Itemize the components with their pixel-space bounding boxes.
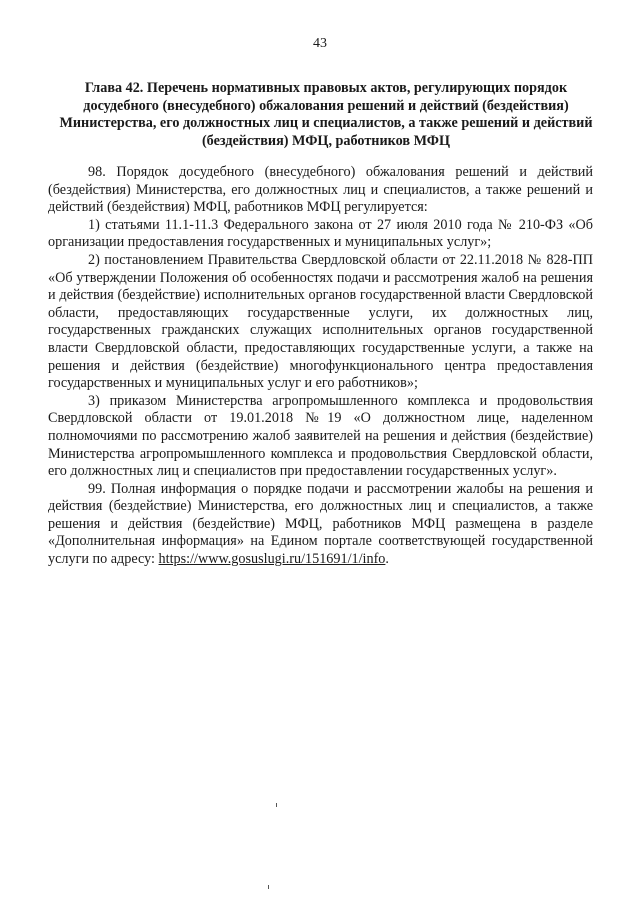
list-item-1: 1) статьями 11.1-11.3 Федерального закона от 27 июля 2010 года № 210-ФЗ «Об организации предоставления государственных и муниципальных услуг»; (48, 216, 593, 251)
paragraph-98: 98. Порядок досудебного (внесудебного) обжалования решений и действий (бездействия) Министерства, его должностных лиц и специалистов, а также решений и действий (бездействия) МФЦ, работников МФЦ регулируется: (48, 164, 593, 216)
page-number: 43 (313, 36, 327, 51)
list-item-2: 2) постановлением Правительства Свердловской области от 22.11.2018 № 828-ПП «Об утверждении Положения об особенностях подачи и рассмотрения жалоб на решения и действия (бездействие) исполнительных органов государственной власти Свердловской области, предоставляющих государственные услуги, их должностных лиц, государственных гражданских служащих исполнительных органов государственной власти Свердловской области, предоставляющих государственные услуги, а также на решения и действия (бездействие) многофункционального центра предоставления государственных и муниципальных услуг и его работников»; (48, 251, 593, 392)
gosuslugi-link[interactable]: https://www.gosuslugi.ru/151691/1/info (158, 551, 386, 568)
chapter-title: Глава 42. Перечень нормативных правовых актов, регулирующих порядок досудебного (внесудебного) обжалования решений и действий (бездействия) Министерства, его должностных лиц и специалистов, а также решений и действий (бездействия) МФЦ, работников МФЦ (59, 80, 593, 149)
list-item-3: 3) приказом Министерства агропромышленного комплекса и продовольствия Свердловской области от 19.01.2018 №19 «О должностном лице, наделенном полномочиями по рассмотрению жалоб заявителей на решения и действия (бездействие) Министерства агропромышленного комплекса и продовольствия Свердловской области, его должностных лиц и специалистов при предоставлении государственных услуг». (48, 392, 593, 480)
document-body (48, 164, 593, 569)
scan-speck (276, 803, 277, 807)
paragraph-99-text: 99. Полная информация о порядке подачи и рассмотрении жалобы на решения и действия (бездействие) Министерства, его должностных лиц и специалистов, а также решения и действия (бездействие) МФЦ, работников МФЦ размещена в разделе «Дополнительная информация» на Едином портале соответствующей государственной услуги по адресу: (48, 480, 593, 568)
paragraph-99 (48, 481, 593, 569)
paragraph-99-end: . (385, 551, 389, 568)
scan-speck (268, 885, 269, 889)
